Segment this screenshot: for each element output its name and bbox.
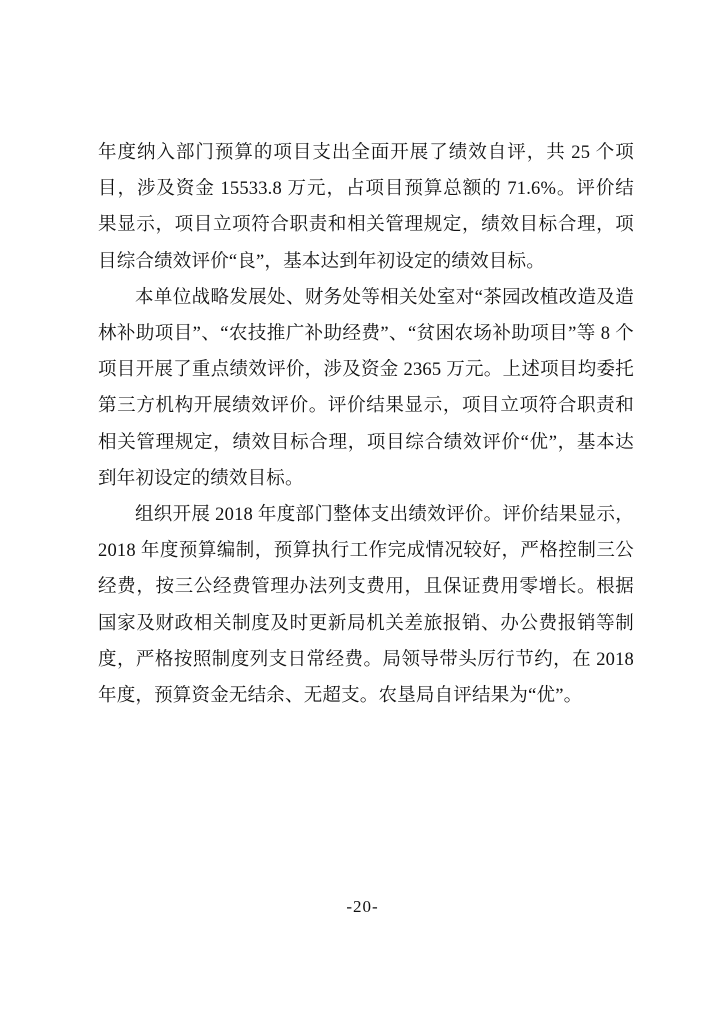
document-body <box>98 135 634 714</box>
paragraph-key-project-evaluation: 本单位战略发展处、财务处等相关处室对“茶园改植改造及造林补助项目”、“农技推广补助经费”、“贫困农场补助项目”等 8 个项目开展了重点绩效评价，涉及资金 2365 万元。上述项目均委托第三方机构开展绩效评价。评价结果显示，项目立项符合职责和相关管理规定，绩效目标合理，项目综合绩效评价“优”，基本达到年初设定的绩效目标。 <box>98 287 634 489</box>
page-number: -20- <box>346 897 379 916</box>
page-footer <box>0 897 725 917</box>
paragraph-annual-self-evaluation: 年度纳入部门预算的项目支出全面开展了绩效自评，共 25 个项目，涉及资金 15533.8 万元，占项目预算总额的 71.6%。评价结果显示，项目立项符合职责和相关管理规定，绩效目标合理，项目综合绩效评价“良”，基本达到年初设定的绩效目标。 <box>98 143 634 272</box>
paragraph-overall-expenditure-evaluation: 组织开展 2018 年度部门整体支出绩效评价。评价结果显示，2018 年度预算编制，预算执行工作完成情况较好，严格控制三公经费，按三公经费管理办法列支费用，且保证费用零增长。根据国家及财政相关制度及时更新局机关差旅报销、办公费报销等制度，严格按照制度列支日常经费。局领导带头厉行节约，在 2018 年度，预算资金无结余、无超支。农垦局自评结果为“优”。 <box>98 505 634 707</box>
